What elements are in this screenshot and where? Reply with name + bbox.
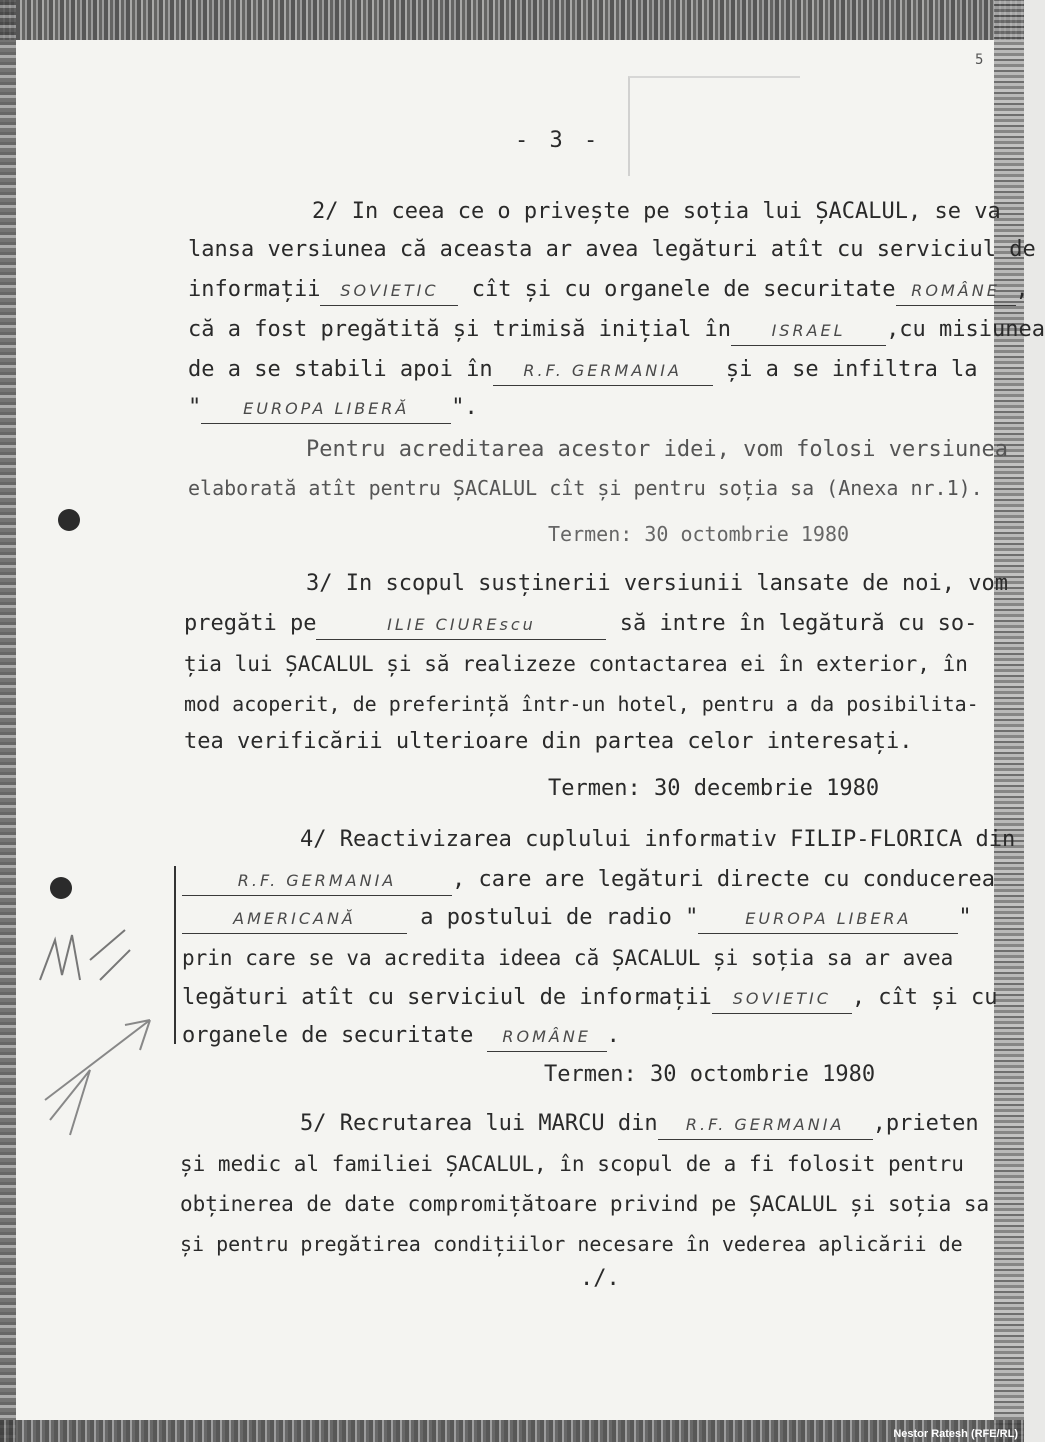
faded-stamp	[628, 76, 800, 176]
p4-line-3	[182, 904, 972, 934]
text: lansa versiunea că aceasta ar avea legături atît cu serviciul de	[188, 237, 1036, 262]
p5-line-3	[180, 1190, 989, 1218]
handwritten-field: ILIE CIUREscu	[316, 611, 606, 640]
handwritten-field: SOVIETIC	[320, 277, 458, 306]
handwritten-field: R.F. GERMANIA	[658, 1111, 873, 1140]
scan-edge-bottom	[0, 1420, 1024, 1442]
p4-line-2	[182, 866, 995, 896]
text: și pentru pregătirea condițiilor necesare în vederea aplicării de	[180, 1232, 963, 1256]
p3-line-1	[306, 570, 1008, 598]
p4-line-6	[182, 1022, 620, 1052]
handwritten-field: EUROPA LIBERA	[698, 905, 958, 934]
text: ,	[1015, 277, 1029, 302]
p2-line-3	[188, 276, 1029, 306]
p2-line-2	[188, 236, 1036, 264]
p4-deadline: Termen: 30 octombrie 1980	[544, 1062, 876, 1087]
p3-deadline: Termen: 30 decembrie 1980	[548, 776, 880, 801]
page-number: - 3 -	[515, 128, 602, 153]
p4-line-5	[182, 984, 998, 1014]
handwritten-field: ISRAEL	[731, 317, 886, 346]
handwritten-field: ROMÂNE	[487, 1023, 607, 1052]
photo-credit: Nestor Ratesh (RFE/RL)	[893, 1428, 1018, 1440]
p3-line-3	[184, 650, 968, 678]
text: legături atît cu serviciul de informații	[182, 985, 712, 1010]
p5-line-4	[180, 1230, 963, 1258]
text: ția lui ȘACALUL și să realizeze contactarea ei în exterior, în	[184, 652, 968, 676]
text: 4/ Reactivizarea cuplului informativ FILIP-FLORICA din	[300, 827, 1016, 852]
handwritten-field: R.F. GERMANIA	[493, 357, 713, 386]
p5-line-2	[180, 1150, 964, 1178]
text: cît și cu organele de securitate	[471, 277, 896, 302]
p2-deadline: Termen: 30 octombrie 1980	[548, 522, 850, 546]
text: "	[958, 905, 972, 930]
text: ".	[451, 395, 478, 420]
text: să intre în legătură cu so-	[619, 611, 978, 636]
text: tea verificării ulterioare din partea celor interesați.	[184, 729, 913, 754]
p2-line-1	[312, 198, 1001, 226]
text: ,prieten	[872, 1111, 979, 1136]
text: 3/ In scopul susținerii versiunii lansate de noi, vom	[306, 571, 1008, 596]
text: .	[606, 1023, 620, 1048]
text: 5/ Recrutarea lui MARCU din	[300, 1111, 658, 1136]
p3-line-4	[184, 690, 979, 718]
p3-line-5	[184, 728, 912, 756]
text: ,cu misiunea	[886, 317, 1045, 342]
p5-line-1	[300, 1110, 979, 1140]
text: 2/ In ceea ce o privește pe soția lui ȘACALUL, se va	[312, 199, 1001, 224]
text: Pentru acreditarea acestor idei, vom folosi versiunea	[306, 437, 1008, 462]
scan-edge-top	[0, 0, 1024, 40]
p4-line-4	[182, 944, 953, 972]
p2-line-5	[188, 356, 978, 386]
text: elaborată atît pentru ȘACALUL cît și pentru soția sa (Anexa nr.1).	[188, 476, 983, 500]
handwritten-field: SOVIETIC	[712, 985, 852, 1014]
text: că a fost pregătită și trimisă inițial în	[188, 317, 732, 342]
text: pregăti pe	[184, 611, 317, 636]
punch-hole-top	[58, 509, 80, 531]
text: "	[188, 395, 202, 420]
text: organele de securitate	[182, 1023, 474, 1048]
handwritten-field: ROMÂNE	[896, 277, 1016, 306]
handwritten-field: AMERICANĂ	[182, 905, 407, 934]
p2-line-8	[188, 474, 983, 502]
corner-mark: 5	[975, 52, 984, 68]
p3-line-2	[184, 610, 977, 640]
text: a postului de radio "	[420, 905, 699, 930]
text: prin care se va acredita ideea că ȘACALUL și soția sa ar avea	[182, 946, 954, 970]
punch-hole-bottom	[50, 877, 72, 899]
p2-line-6	[188, 394, 478, 424]
text: , care are legături directe cu conducerea	[452, 867, 996, 892]
margin-scribble	[30, 920, 180, 1150]
scan-edge-left	[0, 0, 16, 1442]
text: informații	[188, 277, 321, 302]
handwritten-field: EUROPA LIBERĂ	[201, 395, 451, 424]
p4-line-1	[300, 826, 1015, 854]
text: și a se infiltra la	[725, 357, 978, 382]
p2-line-4	[188, 316, 1045, 346]
handwritten-field: R.F. GERMANIA	[182, 867, 452, 896]
text: obținerea de date compromițătoare privind pe ȘACALUL și soția sa	[180, 1192, 990, 1216]
text: de a se stabili apoi în	[188, 357, 493, 382]
text: mod acoperit, de preferință într-un hotel, pentru a da posibilita-	[184, 692, 979, 716]
text: și medic al familiei ȘACALUL, în scopul de a fi folosit pentru	[180, 1152, 964, 1176]
text: , cît și cu	[851, 985, 998, 1010]
end-mark: ./.	[580, 1266, 620, 1291]
p2-line-7	[306, 436, 1008, 464]
